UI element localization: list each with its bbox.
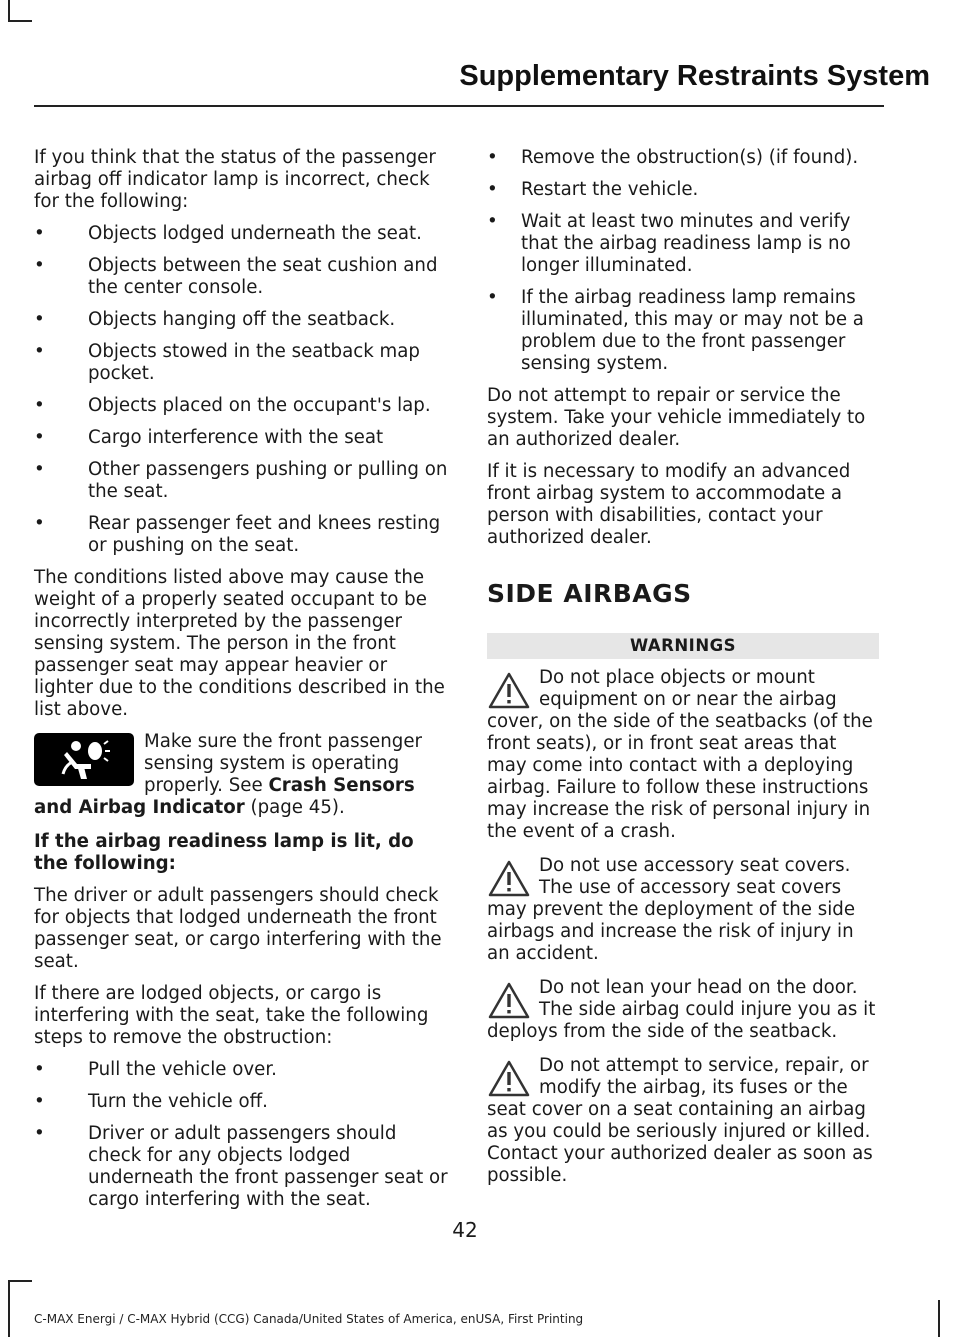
service-paragraph: Do not attempt to repair or service the system. Take your vehicle immediately to an authorized dealer. — [487, 385, 866, 450]
warning-triangle-icon — [487, 981, 531, 1021]
list-item: • Restart the vehicle. — [487, 179, 879, 201]
header-divider — [34, 105, 884, 107]
list-item: • Objects stowed in the seatback map pocket. — [34, 341, 448, 385]
passenger-airbag-icon — [34, 733, 134, 786]
page-title: Supplementary Restraints System — [459, 60, 930, 92]
note-text: Make sure the front passenger sensing system is operating properly. See — [144, 731, 422, 796]
warning-text: Do not use accessory seat covers. The use of accessory seat covers may prevent the deployment of the side airbags and increase the risk of injury in an accident. — [487, 855, 856, 964]
crash-sensors-link[interactable]: Crash Sensors and Airbag Indicator — [34, 775, 415, 818]
conditions-paragraph: The conditions listed above may cause the weight of a properly seated occupant to be incorrectly interpreted by the passenger sensing system. The person in the front passenger seat may appear heavier or lighter due to the conditions described in the list above. — [34, 567, 445, 720]
warning-item — [487, 977, 879, 1043]
crop-mark — [8, 1280, 10, 1337]
footer-text: C-MAX Energi / C-MAX Hybrid (CCG) Canada/United States of America, enUSA, First Printing — [34, 1312, 584, 1326]
list-item: • Rear passenger feet and knees resting or pushing on the seat. — [34, 513, 448, 557]
crop-mark — [8, 0, 10, 22]
list-item: • Objects lodged underneath the seat. — [34, 223, 448, 245]
left-column — [34, 147, 448, 1221]
crop-mark — [10, 20, 32, 22]
modify-paragraph: If it is necessary to modify an advanced front airbag system to accommodate a person with disabilities, contact your authorized dealer. — [487, 461, 851, 548]
list-item: • If the airbag readiness lamp remains illuminated, this may or may not be a problem due to the front passenger sensing system. — [487, 287, 879, 375]
list-item: • Wait at least two minutes and verify that the airbag readiness lamp is no longer illuminated. — [487, 211, 879, 277]
steps-list — [34, 1059, 448, 1211]
page-number: 42 — [452, 1218, 478, 1242]
warning-triangle-icon — [487, 1059, 531, 1099]
warning-text: Do not lean your head on the door. The side airbag could injure you as it deploys from the side of the seatback. — [487, 977, 876, 1042]
intro-paragraph: If you think that the status of the passenger airbag off indicator lamp is incorrect, check for the following: — [34, 147, 436, 212]
page-reference: (page 45). — [244, 797, 345, 818]
section-title: SIDE AIRBAGS — [487, 579, 692, 608]
readiness-lamp-subheading: If the airbag readiness lamp is lit, do the following: — [34, 831, 414, 874]
warnings-heading: WARNINGS — [487, 633, 879, 659]
airbag-note — [34, 731, 448, 819]
list-item: • Other passengers pushing or pulling on the seat. — [34, 459, 448, 503]
warning-text: Do not place objects or mount equipment on or near the airbag cover, on the side of the seatbacks (of the front seats), or in front seat areas that may come into contact with a deploying airbag. Failure to follow these instructions may increase the risk of personal injury in the event of a crash. — [487, 667, 873, 842]
list-item: • Cargo interference with the seat — [34, 427, 448, 449]
warning-item — [487, 855, 879, 965]
driver-check-paragraph: The driver or adult passengers should check for objects that lodged underneath the front passenger seat, or cargo interfering with the seat. — [34, 885, 442, 972]
list-item: • Turn the vehicle off. — [34, 1091, 448, 1113]
warning-item — [487, 667, 879, 843]
steps-list-continued — [487, 147, 879, 375]
warning-item — [487, 1055, 879, 1187]
list-item: • Objects hanging off the seatback. — [34, 309, 448, 331]
warning-text: Do not attempt to service, repair, or modify the airbag, its fuses or the seat cover on a seat containing an airbag as you could be seriously injured or killed. Contact your authorized dealer as soon as possible. — [487, 1055, 873, 1186]
right-column — [487, 147, 879, 1199]
list-item: • Driver or adult passengers should check for any objects lodged underneath the front passenger seat or cargo interfering with the seat. — [34, 1123, 448, 1211]
list-item: • Pull the vehicle over. — [34, 1059, 448, 1081]
check-list — [34, 223, 448, 557]
crop-mark — [10, 1280, 32, 1282]
list-item: • Objects placed on the occupant's lap. — [34, 395, 448, 417]
warning-triangle-icon — [487, 671, 531, 711]
warning-triangle-icon — [487, 859, 531, 899]
list-item: • Objects between the seat cushion and the center console. — [34, 255, 448, 299]
list-item: • Remove the obstruction(s) (if found). — [487, 147, 879, 169]
crop-mark — [938, 1300, 940, 1337]
obstruction-paragraph: If there are lodged objects, or cargo is interfering with the seat, take the following steps to remove the obstruction: — [34, 983, 429, 1048]
